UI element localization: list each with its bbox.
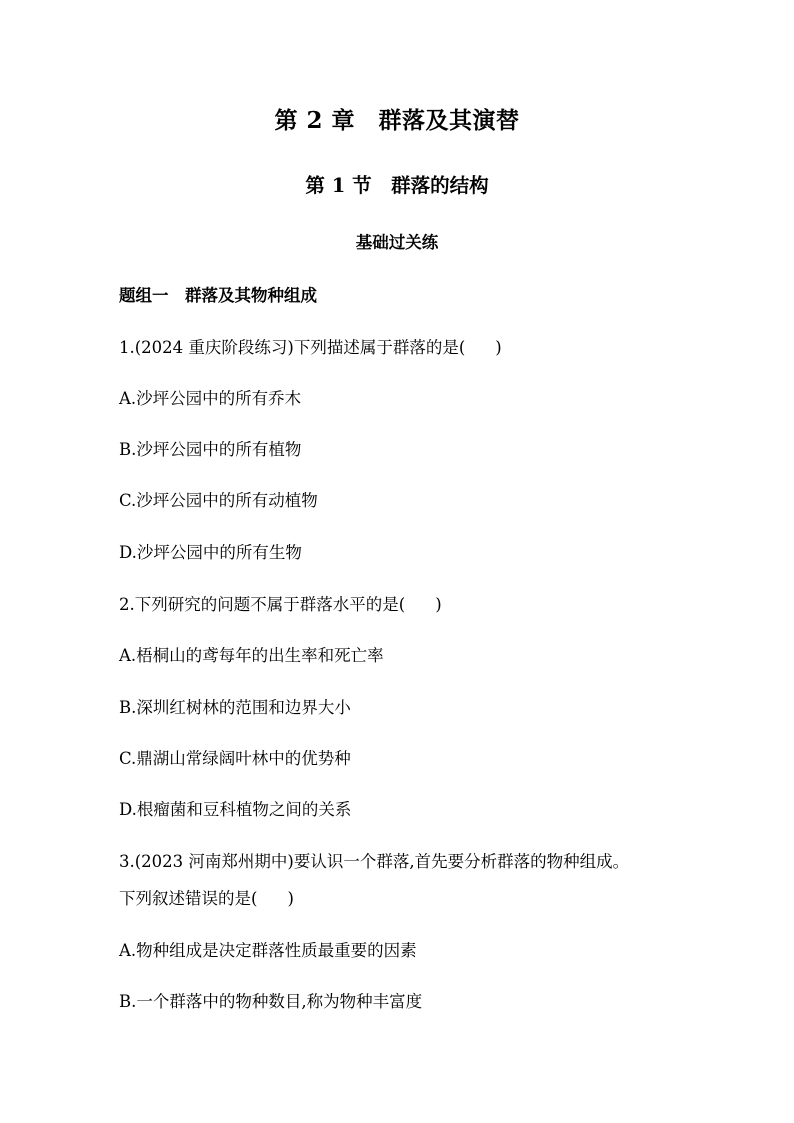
question-2-option-c: C.鼎湖山常绿阔叶林中的优势种 bbox=[119, 749, 351, 768]
chapter-title: 第 2 章 群落及其演替 bbox=[274, 107, 520, 134]
question-2-option-d: D.根瘤菌和豆科植物之间的关系 bbox=[119, 800, 352, 819]
exercise-subheading: 基础过关练 bbox=[355, 233, 439, 252]
question-2-option-b: B.深圳红树林的范围和边界大小 bbox=[119, 698, 351, 717]
question-1-option-c: C.沙坪公园中的所有动植物 bbox=[119, 491, 318, 510]
question-1-stem: 1.(2024 重庆阶段练习)下列描述属于群落的是( ) bbox=[119, 338, 502, 357]
question-group-title: 题组一 群落及其物种组成 bbox=[119, 286, 317, 305]
question-1-option-b: B.沙坪公园中的所有植物 bbox=[119, 440, 302, 459]
question-3-stem-line-2: 下列叙述错误的是( ) bbox=[119, 889, 294, 908]
question-1-option-d: D.沙坪公园中的所有生物 bbox=[119, 543, 302, 562]
question-1-option-a: A.沙坪公园中的所有乔木 bbox=[119, 389, 302, 408]
section-title: 第 1 节 群落的结构 bbox=[305, 174, 489, 197]
question-3-option-a: A.物种组成是决定群落性质最重要的因素 bbox=[119, 941, 417, 960]
question-2-option-a: A.梧桐山的鸢每年的出生率和死亡率 bbox=[119, 646, 384, 665]
question-3-stem-line-1: 3.(2023 河南郑州期中)要认识一个群落,首先要分析群落的物种组成。 bbox=[119, 852, 630, 871]
question-2-stem: 2.下列研究的问题不属于群落水平的是( ) bbox=[119, 595, 442, 614]
question-3-option-b: B.一个群落中的物种数目,称为物种丰富度 bbox=[119, 992, 423, 1011]
